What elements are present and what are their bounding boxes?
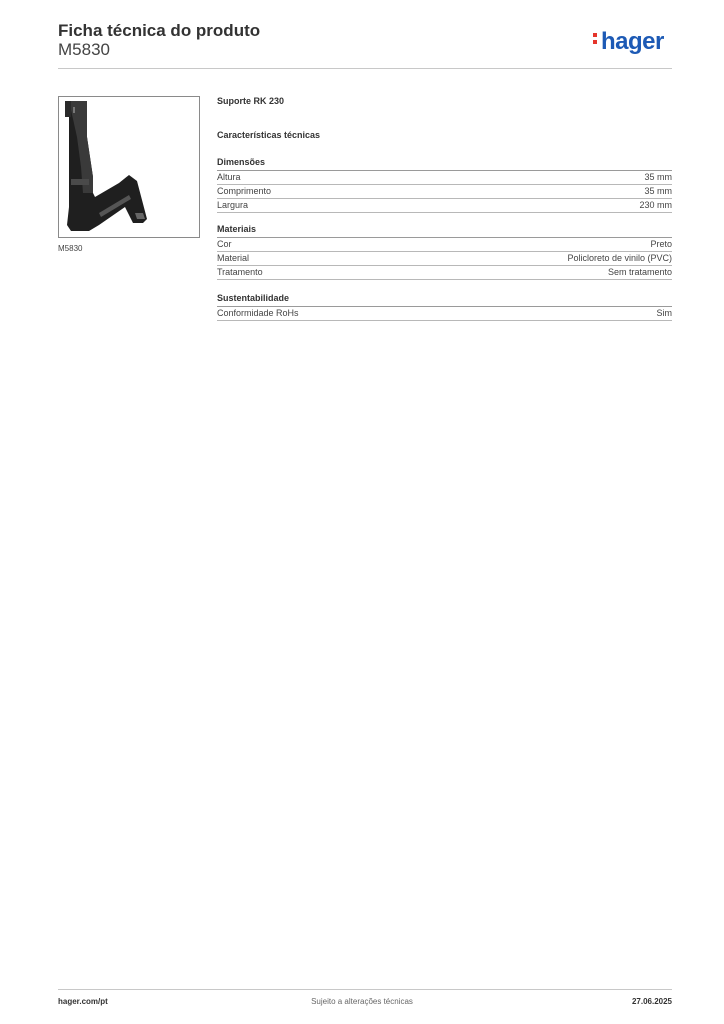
spec-row (217, 252, 672, 266)
spec-label: Comprimento (217, 186, 272, 196)
page-title: Ficha técnica do produto (58, 21, 261, 40)
spec-value: 35 mm (644, 186, 672, 196)
spec-group-title: Dimensões (217, 157, 672, 171)
spec-group-title: Sustentabilidade (217, 293, 672, 307)
spec-row (217, 171, 672, 185)
logo-text: hager (601, 28, 664, 55)
spec-group-sustainability (217, 293, 672, 321)
product-bracket-image (59, 97, 199, 237)
spec-value: 35 mm (644, 172, 672, 182)
header-divider (58, 68, 672, 69)
spec-group-dimensions (217, 157, 672, 213)
spec-row (217, 238, 672, 252)
hager-logo (593, 28, 664, 56)
spec-label: Cor (217, 239, 232, 249)
spec-value: Preto (650, 239, 672, 249)
spec-label: Largura (217, 200, 249, 210)
footer-note: Sujeito a alterações técnicas (311, 997, 413, 1006)
product-code: M5830 (58, 40, 110, 59)
footer-divider (58, 989, 672, 990)
spec-label: Tratamento (217, 267, 263, 277)
spec-value: 230 mm (639, 200, 672, 210)
logo-dots-icon (593, 30, 598, 47)
spec-row (217, 266, 672, 280)
spec-value: Policloreto de vinilo (PVC) (567, 253, 672, 263)
specs-section-title: Características técnicas (217, 130, 321, 140)
spec-value: Sim (656, 308, 672, 318)
product-image-caption: M5830 (58, 244, 83, 253)
footer-date: 27.06.2025 (631, 997, 672, 1006)
spec-value: Sem tratamento (607, 267, 672, 277)
spec-label: Material (217, 253, 250, 263)
product-name: Suporte RK 230 (217, 96, 285, 106)
spec-row (217, 185, 672, 199)
spec-row (217, 307, 672, 321)
spec-group-materials (217, 224, 672, 280)
spec-label: Altura (217, 172, 241, 182)
spec-group-title: Materiais (217, 224, 672, 238)
spec-label: Conformidade RoHs (217, 308, 299, 318)
spec-row (217, 199, 672, 213)
product-image-frame (58, 96, 200, 238)
footer-website-link[interactable]: hager.com/pt (58, 997, 108, 1006)
